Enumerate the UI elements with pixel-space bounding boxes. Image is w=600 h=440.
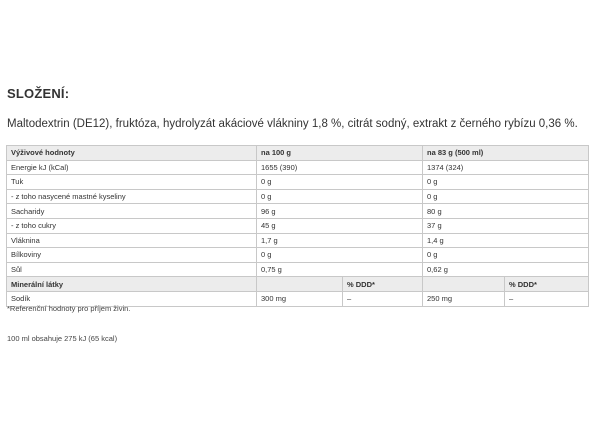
composition-heading: SLOŽENÍ: [7,86,70,101]
table-row [7,248,589,263]
header-per-83g: na 83 g (500 ml) [423,146,589,161]
row-ddd-per-83g: – [505,291,589,306]
row-value-per-100g: 0 g [257,189,423,204]
row-label: Vláknina [7,233,257,248]
header-ddd-100g: % DDD* [343,277,423,292]
header-blank-100g [257,277,343,292]
row-value-per-100g: 300 mg [257,291,343,306]
row-value-per-100g: 0,75 g [257,262,423,277]
table-row [7,233,589,248]
row-value-per-100g: 96 g [257,204,423,219]
row-label: - z toho cukry [7,218,257,233]
row-value-per-100g: 45 g [257,218,423,233]
row-value-per-83g: 1,4 g [423,233,589,248]
row-label: Tuk [7,175,257,190]
row-label: - z toho nasycené mastné kyseliny [7,189,257,204]
header-blank-83g [423,277,505,292]
row-label: Sodík [7,291,257,306]
header-per-100g: na 100 g [257,146,423,161]
row-value-per-100g: 0 g [257,175,423,190]
row-value-per-83g: 0 g [423,248,589,263]
row-value-per-100g: 1655 (390) [257,160,423,175]
table-header-row [7,146,589,161]
row-value-per-83g: 37 g [423,218,589,233]
row-label: Sůl [7,262,257,277]
ingredients-text: Maltodextrin (DE12), fruktóza, hydrolyzát akáciové vlákniny 1,8 %, citrát sodný, extrakt z černého rybízu 0,36 %. [7,118,578,130]
energy-per-100ml-note: 100 ml obsahuje 275 kJ (65 kcal) [7,334,118,343]
table-row [7,218,589,233]
mineral-header-row [7,277,589,292]
row-value-per-83g: 80 g [423,204,589,219]
row-value-per-83g: 0 g [423,189,589,204]
row-value-per-100g: 1,7 g [257,233,423,248]
reference-footnote: *Referenční hodnoty pro příjem živin. [7,304,131,313]
row-value-per-83g: 0 g [423,175,589,190]
row-value-per-83g: 1374 (324) [423,160,589,175]
table-row [7,175,589,190]
row-value-per-100g: 0 g [257,248,423,263]
row-label: Sacharidy [7,204,257,219]
row-label: Bílkoviny [7,248,257,263]
row-ddd-per-100g: – [343,291,423,306]
table-row [7,262,589,277]
header-nutrition-values: Výživové hodnoty [7,146,257,161]
row-value-per-83g: 250 mg [423,291,505,306]
table-row [7,160,589,175]
table-row [7,204,589,219]
row-value-per-83g: 0,62 g [423,262,589,277]
header-ddd-83g: % DDD* [505,277,589,292]
nutrition-table [6,145,589,307]
table-row [7,189,589,204]
row-label: Energie kJ (kCal) [7,160,257,175]
header-minerals: Minerální látky [7,277,257,292]
